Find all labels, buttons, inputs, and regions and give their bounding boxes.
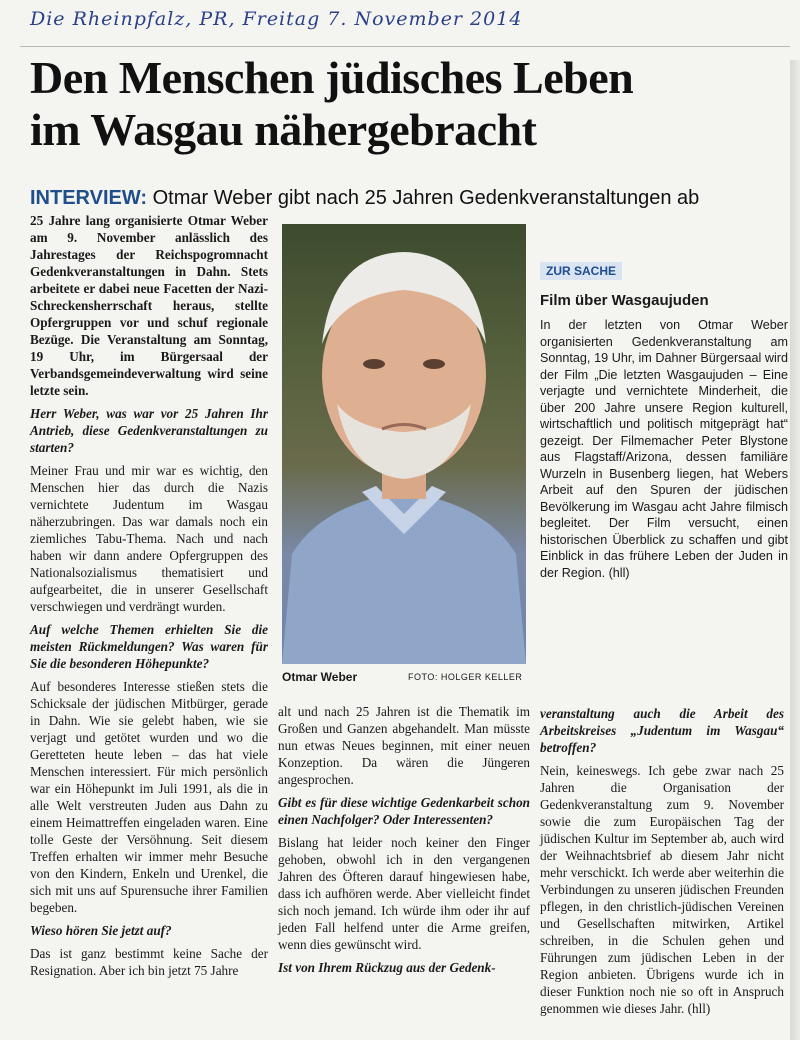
intro-paragraph: 25 Jahre lang organisierte Otmar Weber am 9. November anlässlich des Jahrestages der Reichspogromnacht Gedenkveranstaltungen in Dahn. Stets arbeitete er dabei neue Facetten der Nazi-Schreckensherrschaft heraus, stellte Opfergruppen vor und schuf regionale Bezüge. Die Veranstaltung am Sonntag, 19 Uhr, im Bürgersaal der Verbandsgemeindeverwaltung wird seine letzte sein.: [30, 213, 268, 398]
article-column-2: [278, 703, 530, 982]
headline-line-1: Den Menschen jüdisches Leben: [30, 52, 634, 103]
sidebar-body: In der letzten von Otmar Weber organisierten Gedenkveranstaltung am Sonntag, 19 Uhr, im Dahner Bürgersaal wird der Film „Die letzten Wasgaujuden – Eine verjagte und vernichtete Minderheit, die über 200 Jahre unsere Region kulturell, wirtschaftlich und politisch mitgeprägt hat“ gezeigt. Der Filmemacher Peter Blystone aus Flagstaff/Arizona, dessen familiäre Wurzeln in Busenberg liegen, hat Webers Arbeit auf den Spuren der jüdischen Bevölkerung im Wasgau acht Jahre filmisch begleitet. Der Film versucht, einen historischen Überblick zu schaffen und gibt Einblick in das frühere Leben der Juden in der Region. (hll): [540, 318, 788, 580]
question-4: Gibt es für diese wichtige Gedenkarbeit schon einen Nachfolger? Oder Interessenten?: [278, 795, 530, 827]
question-3: Wieso hören Sie jetzt auf?: [30, 923, 172, 938]
answer-1: Meiner Frau und mir war es wichtig, den Menschen hier das durch die Nazis vernichtete Judentum im Wasgau näherzubringen. Das war damals noch ein ziemliches Tabu-Thema. Nach und nach haben wir dann andere Opfergruppen des Nationalsozialismus thematisiert und aufgearbeitet, die in unserer Gesellschaft verschwiegen und verdrängt wurden.: [30, 463, 268, 614]
dek-kicker: INTERVIEW:: [30, 187, 148, 209]
sidebar-title: Film über Wasgaujuden: [540, 292, 709, 309]
headline-line-2: im Wasgau nähergebracht: [30, 104, 537, 155]
question-5-part-2: veranstaltung auch die Arbeit des Arbeitskreises „Judentum im Wasgau“ betroffen?: [540, 706, 784, 755]
article-column-1: [30, 212, 268, 985]
answer-3-part-1: Das ist ganz bestimmt keine Sache der Resignation. Aber ich bin jetzt 75 Jahre: [30, 946, 268, 978]
answer-4: Bislang hat leider noch keiner den Finger gehoben, obwohl ich in den vergangenen Jahren des Öfteren darauf hingewiesen habe, dass ich aufhören werde. Aber vielleicht findet sich noch jemand. Ich würde ihm oder ihr auf jeden Fall helfend unter die Arme greifen, wenn dies gewünscht wird.: [278, 835, 530, 952]
portrait-photo: [282, 224, 526, 664]
answer-3-part-2: alt und nach 25 Jahren ist die Thematik im Großen und Ganzen abgehandelt. Man müsste nun etwas Neues beginnen, mit einer neuen Konzeption. Da wären die Jüngeren angesprochen.: [278, 704, 530, 787]
dek-text: Otmar Weber gibt nach 25 Jahren Gedenkveranstaltungen ab: [152, 187, 700, 209]
portrait-illustration: [282, 224, 526, 664]
handwritten-source-note: Die Rheinpfalz, PR, Freitag 7. November 2014: [30, 8, 523, 30]
adjacent-page-edge: [790, 60, 800, 1040]
photo-caption-name: Otmar Weber: [282, 670, 358, 684]
photo-credit: FOTO: HOLGER KELLER: [408, 672, 523, 682]
answer-5: Nein, keineswegs. Ich gebe zwar nach 25 Jahren die Organisation der Gedenkveranstaltung zum 9. November sowie die zum Europäischen Tag der jüdischen Kultur im September ab, auch wird der Weihnachtsbrief ab diesem Jahr nicht mehr verschickt. Ich werde aber weiterhin die Verbindungen zu unseren jüdischen Freunden pflegen, in den christlich-jüdischen Vereinen und Gesellschaften mitwirken, Artikel schreiben, in die Schulen gehen und Führungen zum jüdischen Leben in der Region anbieten. Übrigens wurde ich in dieser Funktion noch nie so oft in Anspruch genommen wie dieses Jahr. (hll): [540, 763, 784, 1016]
article-column-3: [540, 705, 784, 1023]
question-2: Auf welche Themen erhielten Sie die meisten Rückmeldungen? Was waren für Sie die besonderen Höhepunkte?: [30, 622, 268, 671]
sidebar-label: ZUR SACHE: [540, 262, 622, 280]
dek: [30, 186, 770, 210]
headline: [30, 52, 770, 156]
question-1: Herr Weber, was war vor 25 Jahren Ihr Antrieb, diese Gedenkveranstaltungen zu starten?: [30, 406, 268, 455]
top-rule: [20, 46, 790, 47]
sidebar-zur-sache: [540, 262, 788, 581]
question-5-part-1: Ist von Ihrem Rückzug aus der Gedenk-: [278, 960, 496, 975]
answer-2: Auf besonderes Interesse stießen stets die Schicksale der jüdischen Mitbürger, gerade in Dahn. Wie sie gelebt haben, wie sie verjagt und getötet wurden und wo die Geretteten heute leben – das hat viele Menschen interessiert. Für mich persönlich war ein Höhepunkt im Juli 1991, als die in alle Welt verstreuten Juden aus Dahn zu einem Heimattreffen eingeladen waren. Eine tolle Geste der Versöhnung. Seit diesem Treffen erhalten wir immer mehr Besuche von den Kindern, Enkeln und Urenkel, die sich mit uns auf Spurensuche ihrer Familien begeben.: [30, 679, 268, 915]
